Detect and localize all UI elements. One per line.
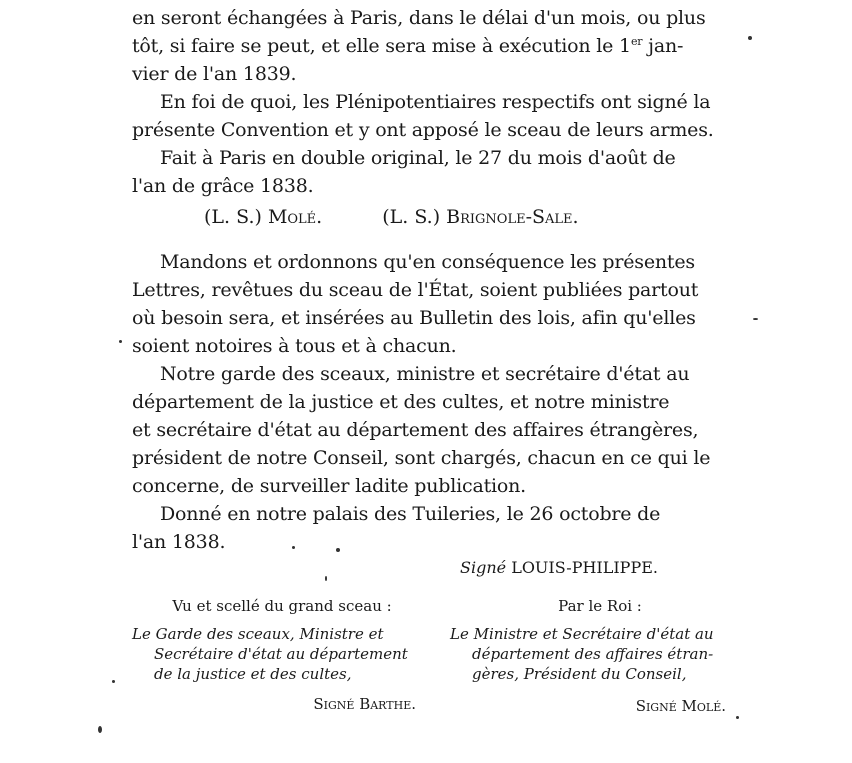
left-column-line-1: Le Garde des sceaux, Ministre et [132,625,384,643]
king-signature-name: LOUIS-PHILIPPE. [511,558,658,577]
left-column-signature: Signé Barthe. [313,695,416,713]
scan-speck [748,36,752,40]
left-column [132,596,432,714]
scan-speck [736,716,739,719]
right-column-line-1: Le Ministre et Secrétaire d'état au [450,625,714,643]
seal-signature-mole: (L. S.) Molé. [204,206,323,228]
text-line-12: Notre garde des sceaux, ministre et secrétaire d'état au [160,363,690,385]
seal-signatures-line [204,206,579,228]
text-line-15: président de notre Conseil, sont chargés, chacun en ce qui le [132,447,711,469]
text-line-2 [132,32,740,60]
text-line-16: concerne, de surveiller ladite publication. [132,475,527,497]
left-column-line-3: de la justice et des cultes, [154,665,352,683]
text-line-10: où besoin sera, et insérées au Bulletin des lois, afin qu'elles [132,307,696,329]
text-line-14: et secrétaire d'état au département des affaires étrangères, [132,419,699,441]
scan-speck [292,546,295,549]
right-column [450,596,750,716]
superscript-er: er [630,35,643,48]
left-column-head: Vu et scellé du grand sceau : [172,597,392,615]
text-line-2-pre: tôt, si faire se peut, et elle sera mise à exécution le 1 [132,35,631,57]
text-line-3: vier de l'an 1839. [132,63,297,85]
text-line-6: Fait à Paris en double original, le 27 du mois d'août de [160,147,676,169]
left-column-line-2: Secrétaire d'état au département [154,645,408,663]
scan-speck [98,726,102,733]
text-line-11: soient notoires à tous et à chacun. [132,335,457,357]
text-line-8 [132,248,740,276]
scan-speck [119,340,122,343]
text-line-2-post: jan- [642,35,684,57]
text-line-5: présente Convention et y ont apposé le sceau de leurs armes. [132,119,714,141]
right-column-signature: Signé Molé. [635,697,726,715]
text-line-13: département de la justice et des cultes, et notre ministre [132,391,670,413]
scan-speck [112,680,115,683]
king-signature-prefix: Signé [460,558,507,577]
seal-signature-brignole: (L. S.) Brignole-Sale. [382,206,579,228]
text-line-18: l'an 1838. [132,531,226,553]
right-column-line-2: département des affaires étran- [472,645,714,663]
right-column-line-3: gères, Président du Conseil, [472,665,687,683]
text-line-7: l'an de grâce 1838. [132,175,314,197]
text-line-17: Donné en notre palais des Tuileries, le 26 octobre de [160,503,661,525]
king-signature [460,558,658,577]
text-line-9: Lettres, revêtues du sceau de l'État, soient publiées partout [132,279,699,301]
text-line-4: En foi de quoi, les Plénipotentiaires respectifs ont signé la [160,91,711,113]
text-line-1: en seront échangées à Paris, dans le délai d'un mois, ou plus [132,7,706,29]
scan-speck [336,548,340,552]
document-page [132,0,740,763]
scan-speck [753,318,758,320]
scan-speck [325,576,327,581]
text-line-8-content: Mandons et ordonnons qu'en conséquence les présentes [160,251,695,273]
right-column-head: Par le Roi : [558,597,642,615]
